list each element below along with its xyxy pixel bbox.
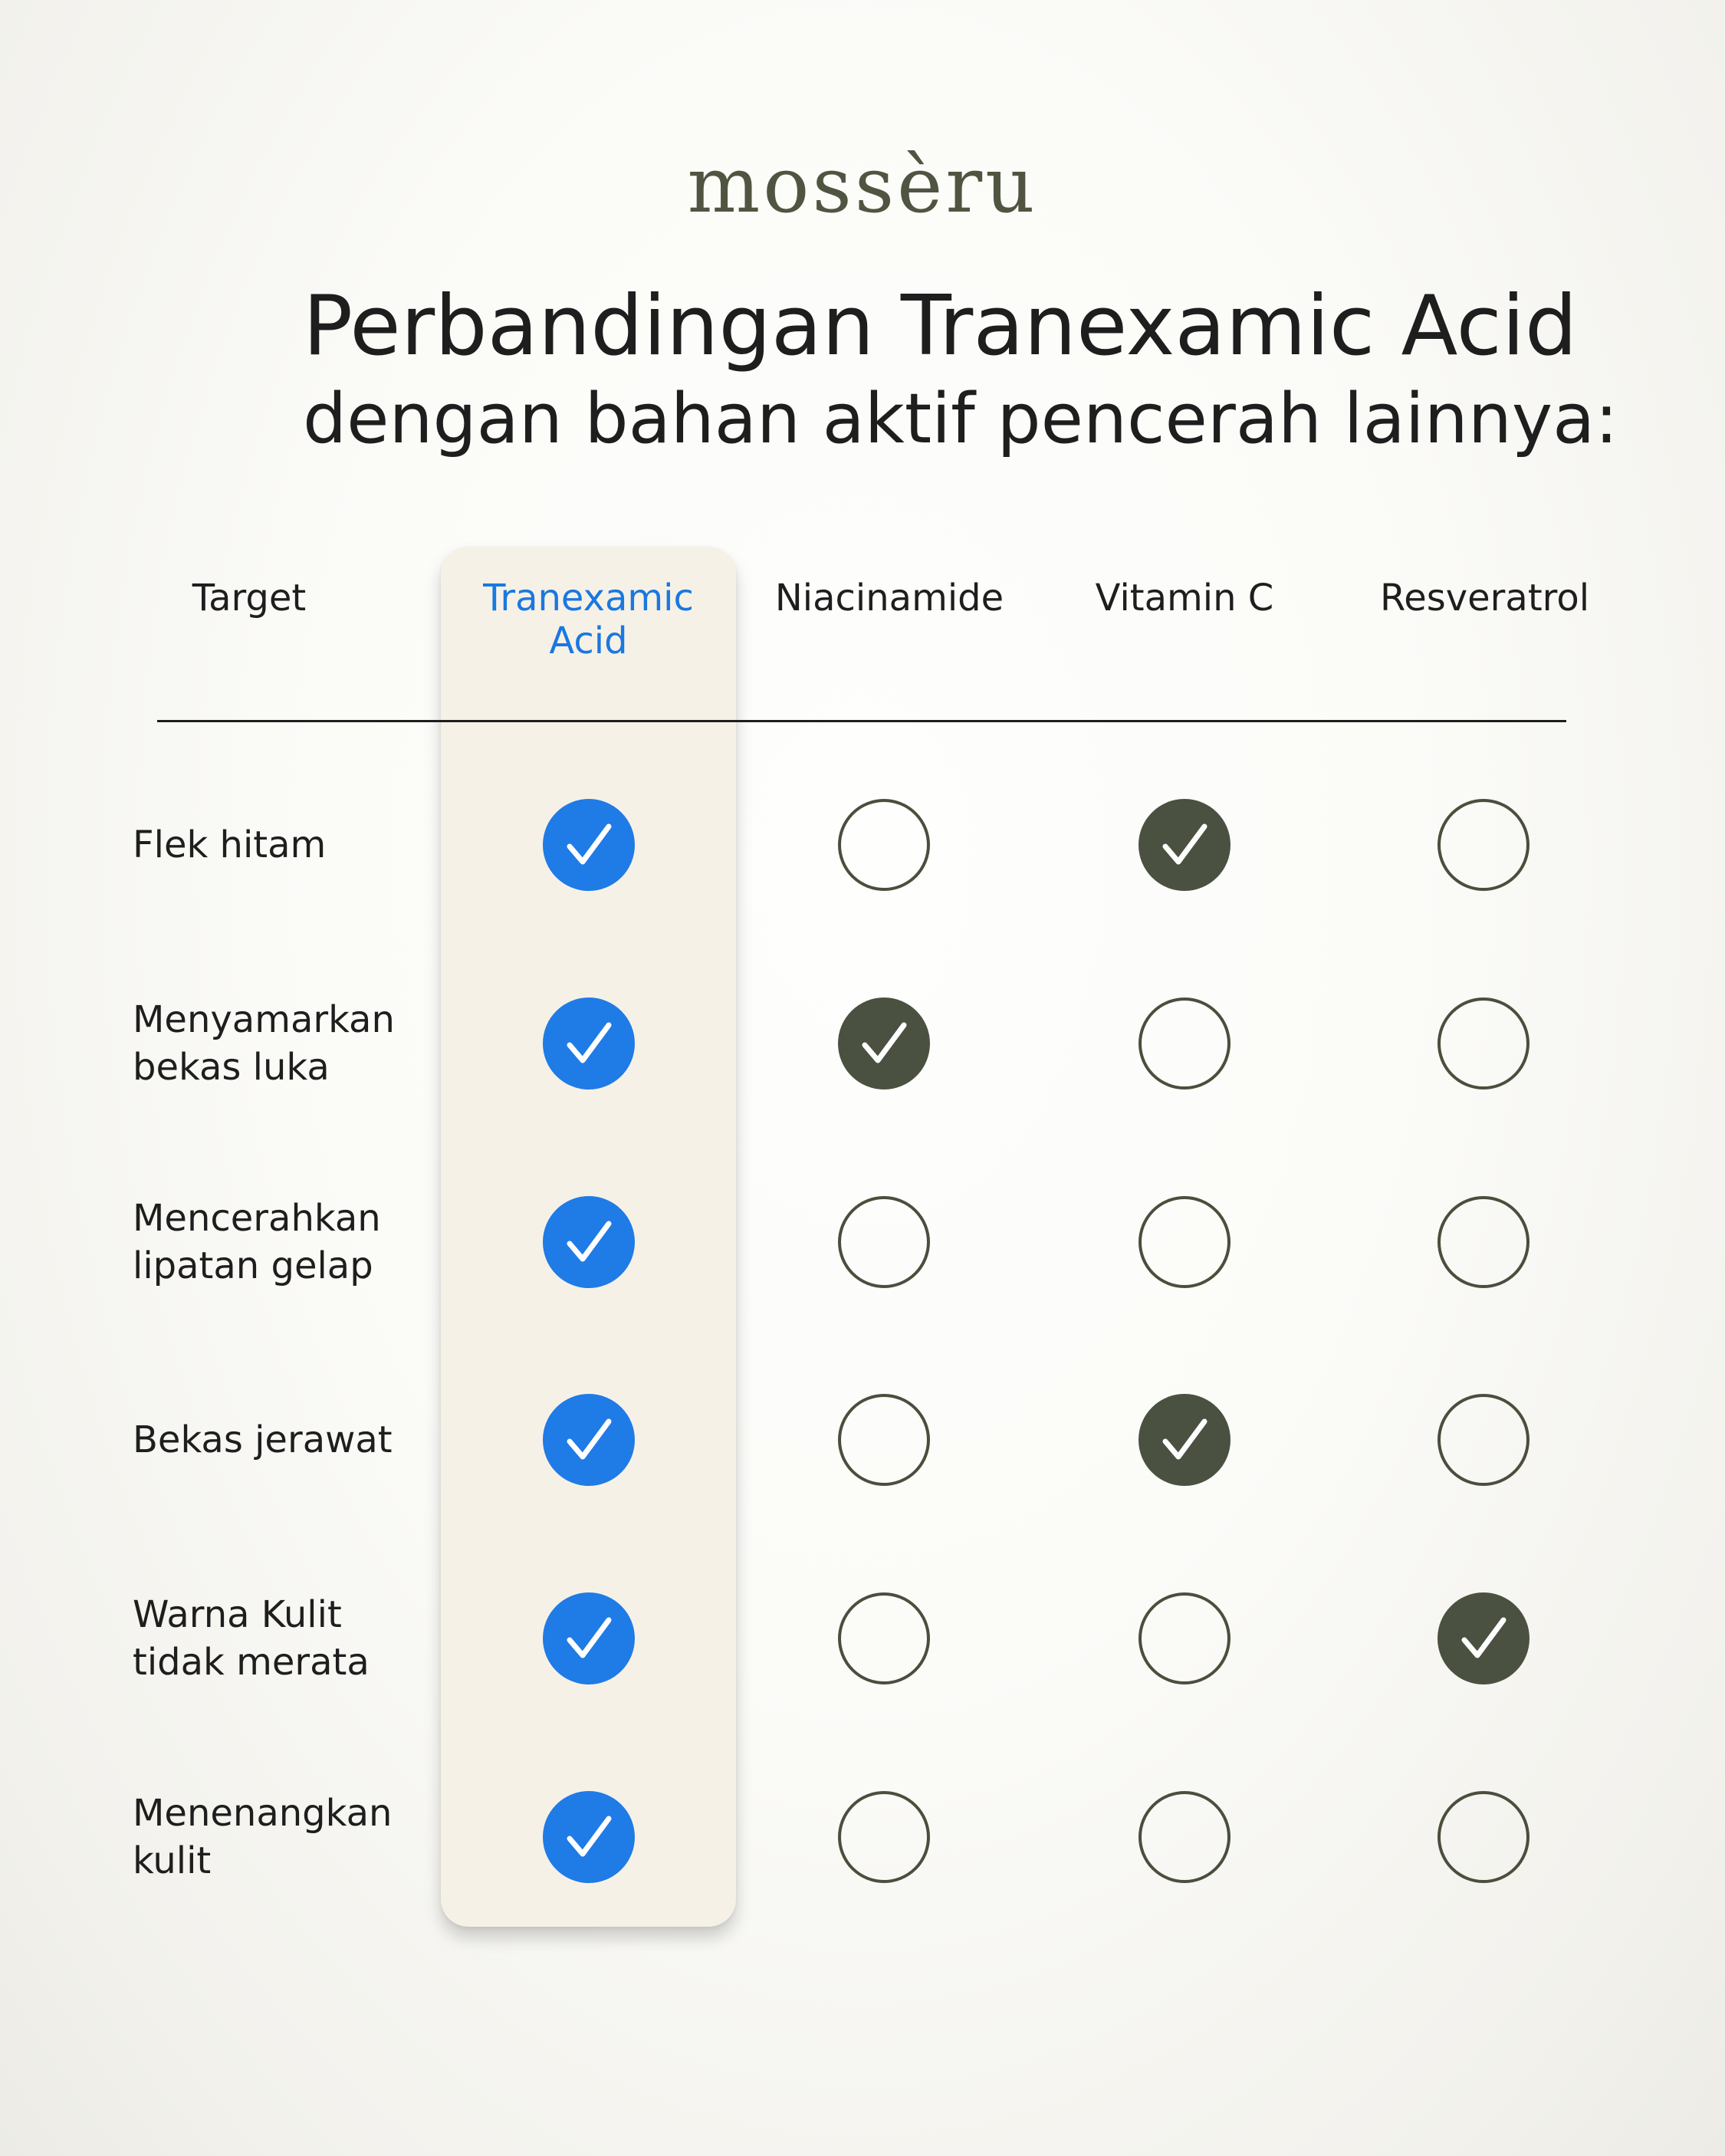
- row-label: Menenangkan kulit: [133, 1792, 393, 1882]
- check-circle-icon: [543, 1394, 635, 1486]
- check-circle-icon: [1138, 799, 1230, 891]
- header-target: Target: [192, 577, 307, 620]
- check-circle-icon: [838, 997, 930, 1090]
- page-subtitle: dengan bahan aktif pencerah lainnya:: [303, 379, 1618, 459]
- empty-circle-icon: [1438, 1791, 1530, 1883]
- row-label: Warna Kulit tidak merata: [133, 1593, 370, 1684]
- row-label: Flek hitam: [133, 823, 327, 866]
- empty-circle-icon: [1438, 997, 1530, 1090]
- empty-circle-icon: [838, 1592, 930, 1684]
- row-label: Menyamarkan bekas luka: [133, 998, 395, 1089]
- header-divider: [157, 720, 1566, 722]
- row-label: Mencerahkan lipatan gelap: [133, 1197, 381, 1287]
- empty-circle-icon: [1138, 1592, 1230, 1684]
- brand-logo: mossèru: [687, 140, 1038, 230]
- empty-circle-icon: [1438, 1196, 1530, 1288]
- check-circle-icon: [1438, 1592, 1530, 1684]
- check-circle-icon: [543, 997, 635, 1090]
- empty-circle-icon: [838, 1394, 930, 1486]
- row-label: Bekas jerawat: [133, 1418, 393, 1461]
- check-circle-icon: [543, 799, 635, 891]
- empty-circle-icon: [1138, 997, 1230, 1090]
- empty-circle-icon: [1438, 1394, 1530, 1486]
- empty-circle-icon: [1138, 1791, 1230, 1883]
- empty-circle-icon: [838, 1196, 930, 1288]
- empty-circle-icon: [838, 799, 930, 891]
- empty-circle-icon: [1438, 799, 1530, 891]
- check-circle-icon: [543, 1791, 635, 1883]
- empty-circle-icon: [838, 1791, 930, 1883]
- check-circle-icon: [1138, 1394, 1230, 1486]
- header-tranexamic-acid: Tranexamic Acid: [483, 577, 694, 662]
- header-niacinamide: Niacinamide: [774, 577, 1004, 620]
- header-resveratrol: Resveratrol: [1380, 577, 1590, 620]
- check-circle-icon: [543, 1196, 635, 1288]
- check-circle-icon: [543, 1592, 635, 1684]
- header-vitamin-c: Vitamin C: [1095, 577, 1274, 620]
- empty-circle-icon: [1138, 1196, 1230, 1288]
- page-title: Perbandingan Tranexamic Acid: [303, 278, 1578, 374]
